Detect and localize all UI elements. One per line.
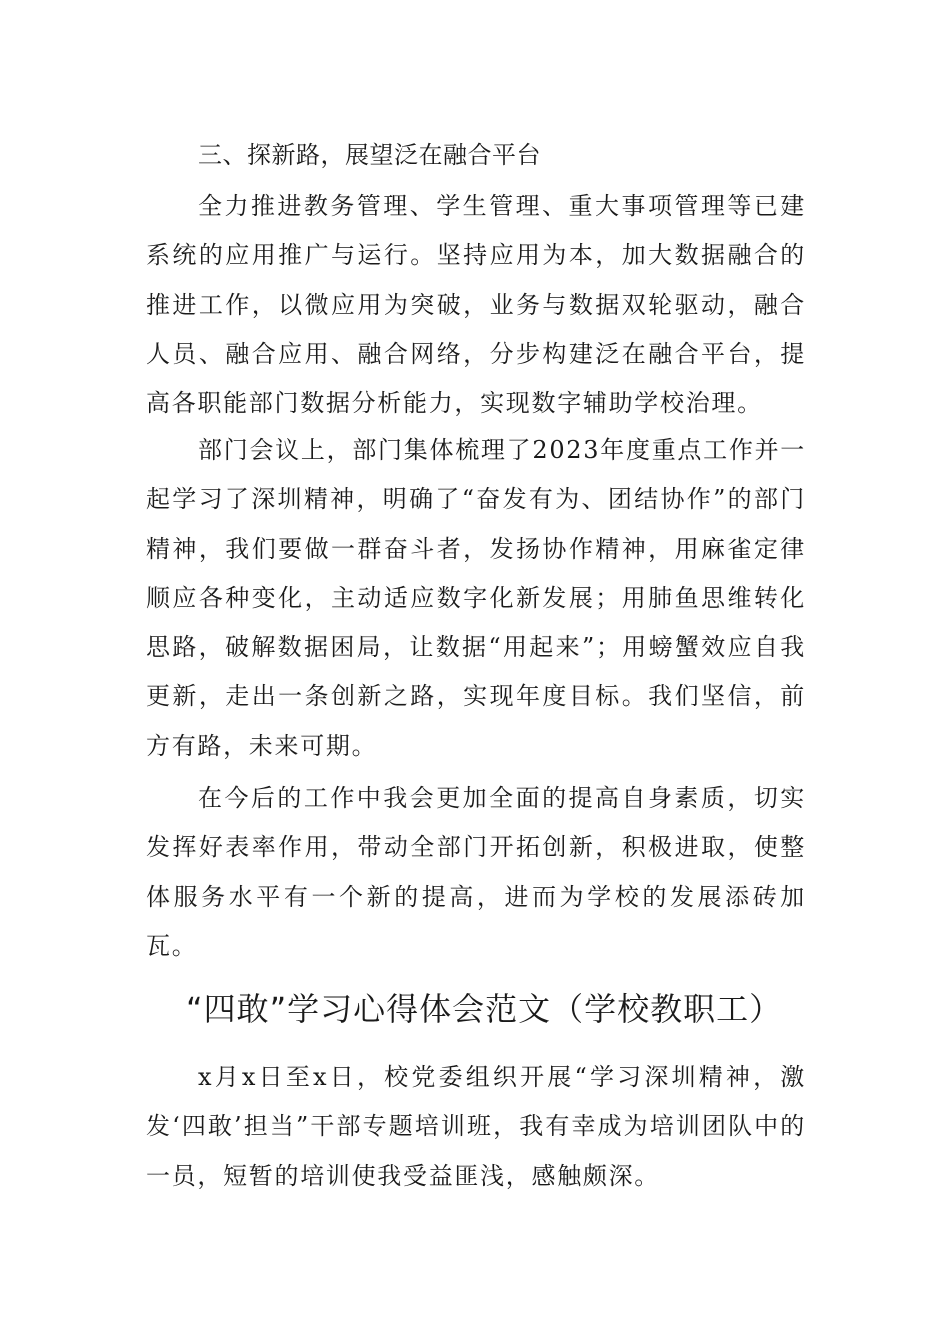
document-title: “四敢”学习心得体会范文（学校教职工） <box>186 990 783 1028</box>
paragraph-future-work: 在今后的工作中我会更加全面的提高自身素质，切实发挥好表率作用，带动全部门开拓创新，积极进取，使整体服务水平有一个新的提高，进而为学校的发展添砖加瓦。 <box>146 784 806 960</box>
paragraph-intro: x月x日至x日，校党委组织开展“学习深圳精神，激发‘四敢’担当”干部专题培训班，我有幸成为培训团队中的一员，短暂的培训使我受益匪浅，感触颇深。 <box>146 1063 806 1190</box>
paragraph-platform: 全力推进教务管理、学生管理、重大事项管理等已建系统的应用推广与运行。坚持应用为本，加大数据融合的推进工作，以微应用为突破，业务与数据双轮驱动，融合人员、融合应用、融合网络，分步构建泛在融合平台，提高各职能部门数据分析能力，实现数字辅助学校治理。 <box>146 192 806 418</box>
section-heading: 三、探新路，展望泛在融合平台 <box>198 141 541 169</box>
paragraph-department-meeting: 部门会议上，部门集体梳理了2023年度重点工作并一起学习了深圳精神，明确了“奋发有为、团结协作”的部门精神，我们要做一群奋斗者，发扬协作精神，用麻雀定律顺应各种变化，主动适应数字化新发展；用肺鱼思维转化思路，破解数据困局，让数据“用起来”；用螃蟹效应自我更新，走出一条创新之路，实现年度目标。我们坚信，前方有路，未来可期。 <box>146 436 806 760</box>
